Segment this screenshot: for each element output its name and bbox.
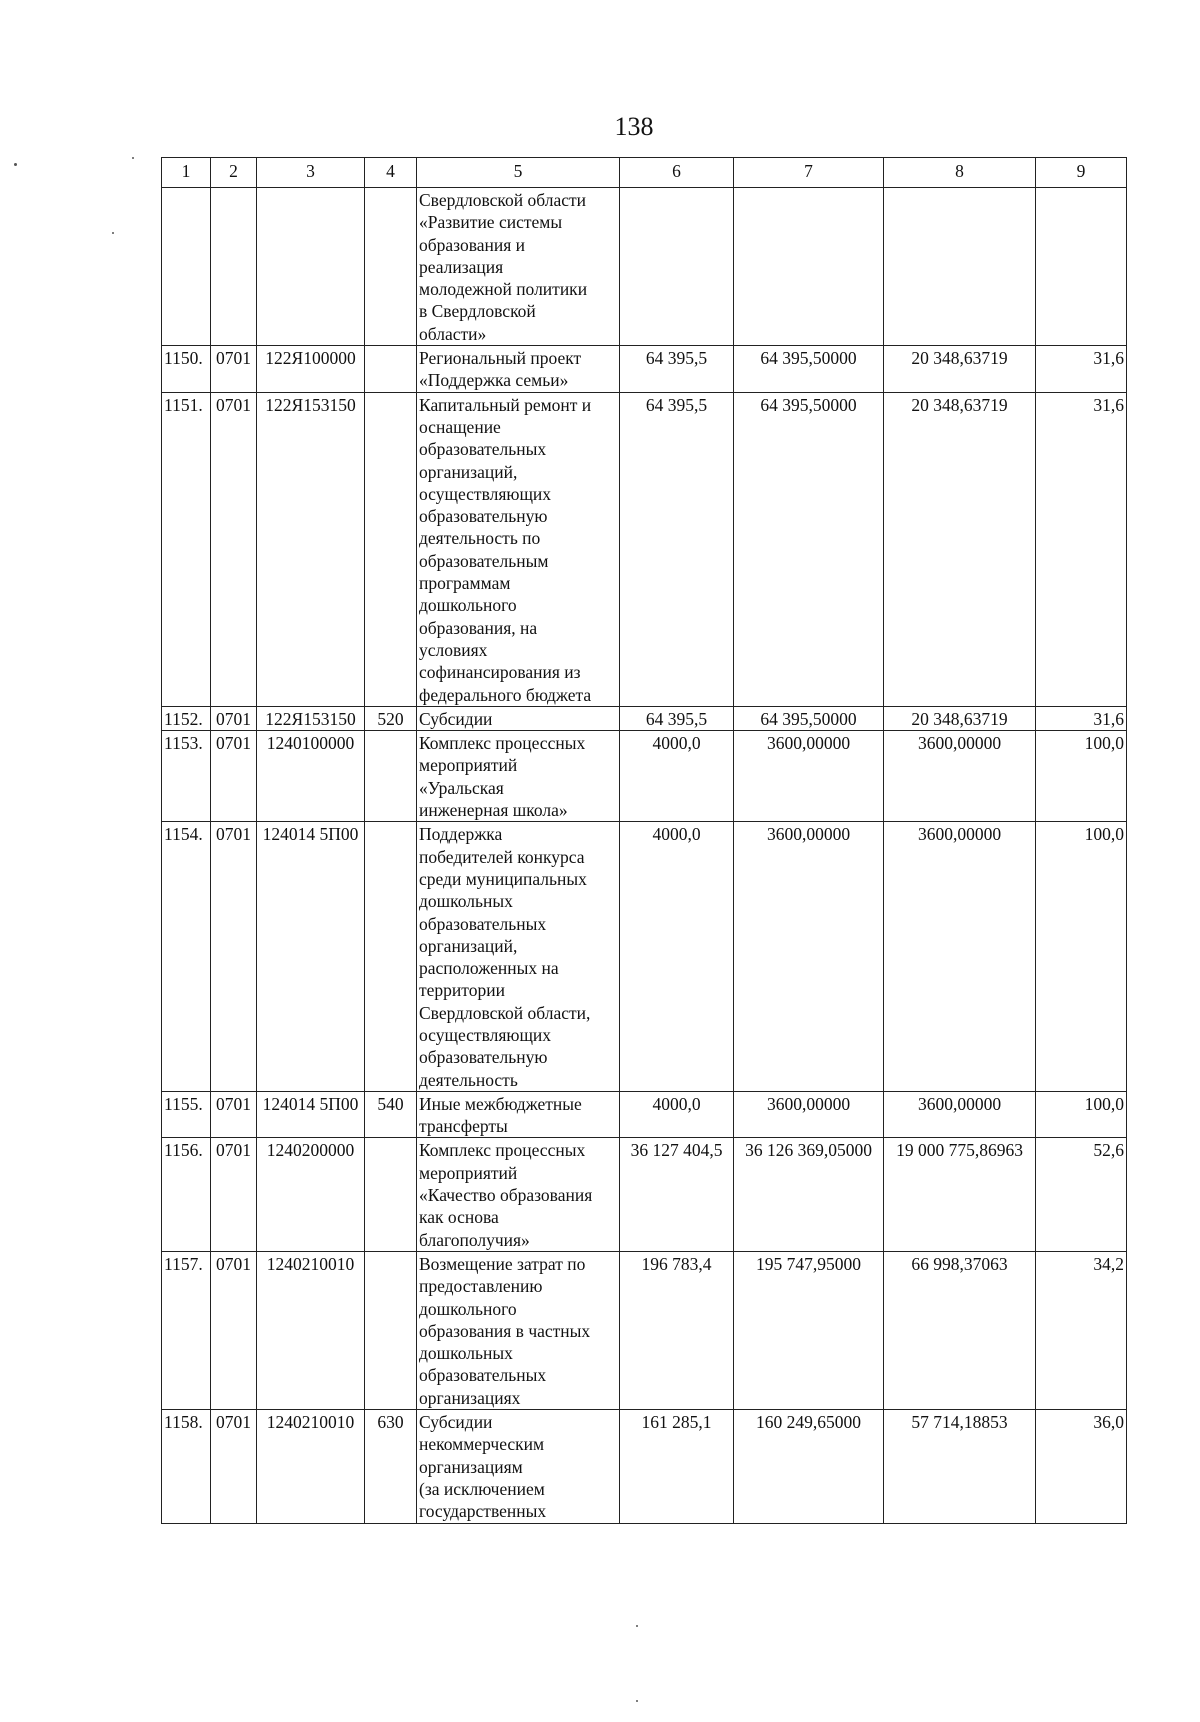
target-code-cell: 122Я100000 bbox=[257, 346, 365, 393]
executed-amount-cell: 20 348,63719 bbox=[884, 392, 1036, 706]
target-code-cell: 1240210010 bbox=[257, 1410, 365, 1523]
header-cell: 4 bbox=[365, 158, 417, 188]
header-cell: 8 bbox=[884, 158, 1036, 188]
row-number-cell: 1158. bbox=[162, 1410, 211, 1523]
name-line: Свердловской области, bbox=[419, 1002, 591, 1023]
scan-speck bbox=[112, 232, 114, 234]
name-line: дошкольного bbox=[419, 1298, 517, 1319]
name-line: образовательных bbox=[419, 913, 547, 934]
name-line: организаций, bbox=[419, 461, 518, 482]
name-line: дошкольных bbox=[419, 1343, 513, 1364]
name-line: инженерная школа» bbox=[419, 800, 568, 821]
execution-percent-cell: 31,6 bbox=[1036, 392, 1127, 706]
name-line: молодежной политики bbox=[419, 279, 588, 300]
expense-type-cell bbox=[365, 1138, 417, 1251]
executed-amount-cell: 20 348,63719 bbox=[884, 706, 1036, 730]
planned-amount-cell: 4000,0 bbox=[620, 1091, 734, 1138]
name-cell bbox=[417, 346, 620, 393]
name-line: Комплекс процессных bbox=[419, 1140, 586, 1161]
scan-speck bbox=[132, 157, 134, 159]
executed-amount-cell: 66 998,37063 bbox=[884, 1251, 1036, 1409]
budget-table bbox=[161, 157, 1127, 1524]
table-row bbox=[162, 392, 1127, 706]
table-row bbox=[162, 731, 1127, 822]
header-cell: 7 bbox=[734, 158, 884, 188]
name-line: образовательных bbox=[419, 439, 547, 460]
table-row bbox=[162, 706, 1127, 730]
expense-type-cell bbox=[365, 731, 417, 822]
name-line: государственных bbox=[419, 1501, 547, 1522]
planned-amount-cell: 36 127 404,5 bbox=[620, 1138, 734, 1251]
name-cell bbox=[417, 731, 620, 822]
executed-amount-cell: 3600,00000 bbox=[884, 822, 1036, 1092]
page-number: 138 bbox=[614, 112, 654, 141]
execution-percent-cell: 52,6 bbox=[1036, 1138, 1127, 1251]
section-code-cell: 0701 bbox=[211, 822, 257, 1092]
name-line: «Развитие системы bbox=[419, 212, 563, 233]
scan-speck bbox=[636, 1625, 638, 1627]
approved-amount-cell: 64 395,50000 bbox=[734, 346, 884, 393]
header-cell: 1 bbox=[162, 158, 211, 188]
name-line: условиях bbox=[419, 639, 488, 660]
name-line: предоставлению bbox=[419, 1276, 543, 1297]
name-line: Субсидии bbox=[419, 708, 493, 729]
executed-amount-cell: 3600,00000 bbox=[884, 731, 1036, 822]
name-line: Капитальный ремонт и bbox=[419, 394, 592, 415]
name-line: программам bbox=[419, 573, 511, 594]
table-row bbox=[162, 1251, 1127, 1409]
name-line: осуществляющих bbox=[419, 1024, 552, 1045]
execution-percent-cell bbox=[1036, 188, 1127, 346]
table-row bbox=[162, 822, 1127, 1092]
expense-type-cell bbox=[365, 346, 417, 393]
planned-amount-cell: 64 395,5 bbox=[620, 392, 734, 706]
table-row bbox=[162, 1410, 1127, 1523]
table-row bbox=[162, 346, 1127, 393]
expense-type-cell bbox=[365, 392, 417, 706]
name-line: образования в частных bbox=[419, 1320, 591, 1341]
row-number-cell: 1150. bbox=[162, 346, 211, 393]
name-line: образовательную bbox=[419, 506, 548, 527]
name-line: «Уральская bbox=[419, 777, 504, 798]
name-line: организациям bbox=[419, 1456, 523, 1477]
name-line: «Качество образования bbox=[419, 1185, 593, 1206]
approved-amount-cell: 195 747,95000 bbox=[734, 1251, 884, 1409]
approved-amount-cell: 36 126 369,05000 bbox=[734, 1138, 884, 1251]
name-line: Поддержка bbox=[419, 824, 503, 845]
expense-type-cell bbox=[365, 822, 417, 1092]
section-code-cell: 0701 bbox=[211, 1251, 257, 1409]
planned-amount-cell: 4000,0 bbox=[620, 822, 734, 1092]
name-line: Комплекс процессных bbox=[419, 733, 586, 754]
executed-amount-cell: 57 714,18853 bbox=[884, 1410, 1036, 1523]
planned-amount-cell: 196 783,4 bbox=[620, 1251, 734, 1409]
name-line: среди муниципальных bbox=[419, 868, 587, 889]
executed-amount-cell bbox=[884, 188, 1036, 346]
executed-amount-cell: 3600,00000 bbox=[884, 1091, 1036, 1138]
target-code-cell: 122Я153150 bbox=[257, 392, 365, 706]
row-number-cell: 1157. bbox=[162, 1251, 211, 1409]
execution-percent-cell: 34,2 bbox=[1036, 1251, 1127, 1409]
target-code-cell: 122Я153150 bbox=[257, 706, 365, 730]
header-cell: 3 bbox=[257, 158, 365, 188]
planned-amount-cell: 4000,0 bbox=[620, 731, 734, 822]
executed-amount-cell: 19 000 775,86963 bbox=[884, 1138, 1036, 1251]
name-line: расположенных на bbox=[419, 958, 559, 979]
name-cell bbox=[417, 392, 620, 706]
name-line: трансферты bbox=[419, 1116, 508, 1137]
planned-amount-cell: 161 285,1 bbox=[620, 1410, 734, 1523]
name-line: образования, на bbox=[419, 617, 538, 638]
name-line: Иные межбюджетные bbox=[419, 1093, 582, 1114]
planned-amount-cell: 64 395,5 bbox=[620, 346, 734, 393]
name-cell bbox=[417, 706, 620, 730]
execution-percent-cell: 36,0 bbox=[1036, 1410, 1127, 1523]
expense-type-cell bbox=[365, 188, 417, 346]
section-code-cell: 0701 bbox=[211, 346, 257, 393]
name-line: «Поддержка семьи» bbox=[419, 370, 569, 391]
header-cell: 2 bbox=[211, 158, 257, 188]
name-cell bbox=[417, 1251, 620, 1409]
row-number-cell bbox=[162, 188, 211, 346]
name-line: деятельность bbox=[419, 1069, 518, 1090]
section-code-cell: 0701 bbox=[211, 706, 257, 730]
row-number-cell: 1154. bbox=[162, 822, 211, 1092]
expense-type-cell bbox=[365, 1251, 417, 1409]
section-code-cell: 0701 bbox=[211, 392, 257, 706]
name-line: Возмещение затрат по bbox=[419, 1253, 586, 1274]
name-line: софинансирования из bbox=[419, 662, 581, 683]
row-number-cell: 1152. bbox=[162, 706, 211, 730]
row-number-cell: 1156. bbox=[162, 1138, 211, 1251]
target-code-cell: 124014 5П00 bbox=[257, 1091, 365, 1138]
target-code-cell: 1240210010 bbox=[257, 1251, 365, 1409]
header-cell: 5 bbox=[417, 158, 620, 188]
section-code-cell: 0701 bbox=[211, 731, 257, 822]
approved-amount-cell: 3600,00000 bbox=[734, 822, 884, 1092]
approved-amount-cell: 3600,00000 bbox=[734, 731, 884, 822]
table-row bbox=[162, 1091, 1127, 1138]
name-line: деятельность по bbox=[419, 528, 541, 549]
name-line: территории bbox=[419, 980, 505, 1001]
approved-amount-cell bbox=[734, 188, 884, 346]
name-line: как основа bbox=[419, 1207, 499, 1228]
header-cell: 9 bbox=[1036, 158, 1127, 188]
name-line: дошкольного bbox=[419, 595, 517, 616]
name-cell bbox=[417, 822, 620, 1092]
approved-amount-cell: 64 395,50000 bbox=[734, 706, 884, 730]
name-cell bbox=[417, 1091, 620, 1138]
section-code-cell bbox=[211, 188, 257, 346]
expense-type-cell: 540 bbox=[365, 1091, 417, 1138]
header-row bbox=[162, 158, 1127, 188]
name-line: в Свердловской bbox=[419, 301, 536, 322]
name-line: победителей конкурса bbox=[419, 846, 585, 867]
planned-amount-cell: 64 395,5 bbox=[620, 706, 734, 730]
name-line: мероприятий bbox=[419, 1162, 518, 1183]
scan-speck bbox=[14, 163, 17, 166]
name-line: (за исключением bbox=[419, 1478, 545, 1499]
approved-amount-cell: 160 249,65000 bbox=[734, 1410, 884, 1523]
execution-percent-cell: 100,0 bbox=[1036, 731, 1127, 822]
name-line: организаций, bbox=[419, 935, 518, 956]
name-line: образовательных bbox=[419, 1365, 547, 1386]
execution-percent-cell: 100,0 bbox=[1036, 822, 1127, 1092]
name-cell bbox=[417, 1138, 620, 1251]
scan-speck bbox=[636, 1700, 638, 1702]
expense-type-cell: 520 bbox=[365, 706, 417, 730]
name-line: Субсидии bbox=[419, 1412, 493, 1433]
name-cell bbox=[417, 1410, 620, 1523]
target-code-cell: 1240100000 bbox=[257, 731, 365, 822]
name-line: федерального бюджета bbox=[419, 684, 592, 705]
section-code-cell: 0701 bbox=[211, 1410, 257, 1523]
name-line: осуществляющих bbox=[419, 483, 552, 504]
name-line: некоммерческим bbox=[419, 1434, 545, 1455]
row-number-cell: 1151. bbox=[162, 392, 211, 706]
name-line: оснащение bbox=[419, 416, 501, 437]
name-line: Региональный проект bbox=[419, 348, 582, 369]
target-code-cell: 1240200000 bbox=[257, 1138, 365, 1251]
section-code-cell: 0701 bbox=[211, 1138, 257, 1251]
table-row bbox=[162, 1138, 1127, 1251]
section-code-cell: 0701 bbox=[211, 1091, 257, 1138]
approved-amount-cell: 64 395,50000 bbox=[734, 392, 884, 706]
execution-percent-cell: 31,6 bbox=[1036, 346, 1127, 393]
name-line: образовательным bbox=[419, 550, 549, 571]
target-code-cell bbox=[257, 188, 365, 346]
approved-amount-cell: 3600,00000 bbox=[734, 1091, 884, 1138]
name-line: мероприятий bbox=[419, 755, 518, 776]
target-code-cell: 124014 5П00 bbox=[257, 822, 365, 1092]
execution-percent-cell: 31,6 bbox=[1036, 706, 1127, 730]
name-line: образовательную bbox=[419, 1047, 548, 1068]
name-line: образования и bbox=[419, 234, 526, 255]
row-number-cell: 1155. bbox=[162, 1091, 211, 1138]
name-line: области» bbox=[419, 323, 487, 344]
executed-amount-cell: 20 348,63719 bbox=[884, 346, 1036, 393]
expense-type-cell: 630 bbox=[365, 1410, 417, 1523]
row-number-cell: 1153. bbox=[162, 731, 211, 822]
planned-amount-cell bbox=[620, 188, 734, 346]
name-line: организациях bbox=[419, 1387, 521, 1408]
name-cell bbox=[417, 188, 620, 346]
table-row bbox=[162, 188, 1127, 346]
name-line: дошкольных bbox=[419, 891, 513, 912]
header-cell: 6 bbox=[620, 158, 734, 188]
name-line: Свердловской области bbox=[419, 190, 587, 210]
execution-percent-cell: 100,0 bbox=[1036, 1091, 1127, 1138]
name-line: благополучия» bbox=[419, 1229, 530, 1250]
name-line: реализация bbox=[419, 256, 504, 277]
